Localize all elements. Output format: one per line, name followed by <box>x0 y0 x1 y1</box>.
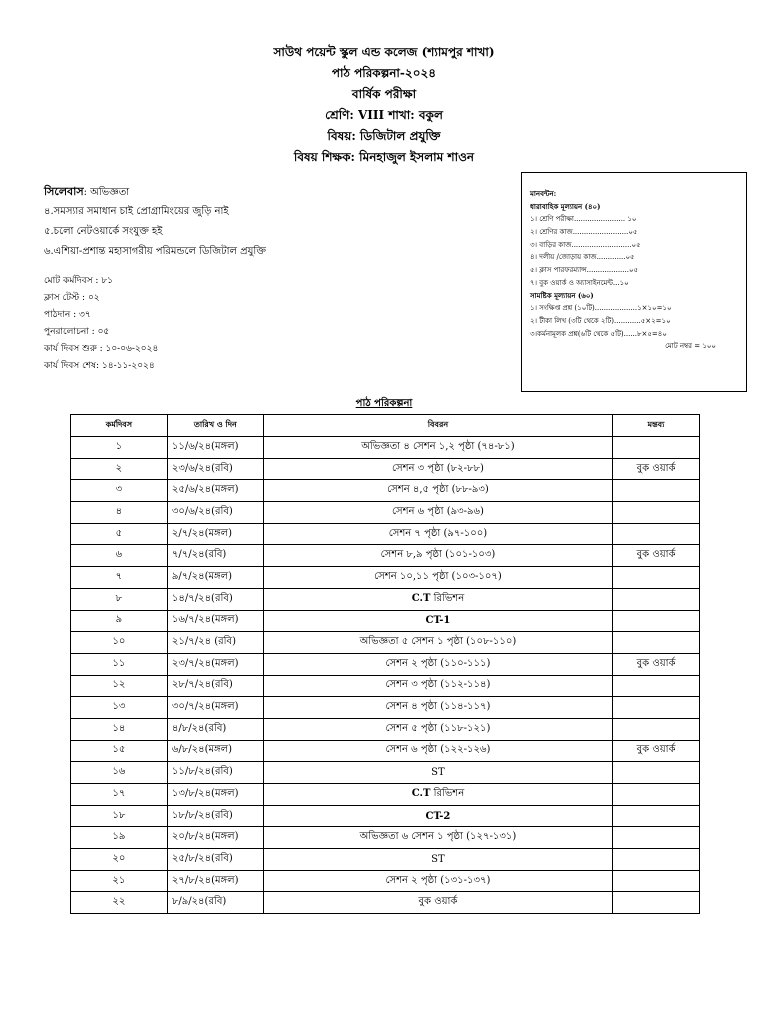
marks-item: ২। শ্রেণির কাজ.........................০৫ <box>530 228 638 237</box>
table-row <box>71 784 700 806</box>
description-cell <box>263 805 612 827</box>
lesson-plan-table <box>70 414 700 914</box>
date-cell: ৬/৮/২৪(মঙ্গল) <box>167 740 263 762</box>
marks-item: ৩।কর্মনামূলক প্রশ্ন(৬টি থেকে ৫টি)......৮×৫=৪০ <box>530 329 667 338</box>
stat-lessons: পাঠদান : ৩৭ <box>44 310 91 320</box>
date-cell: ২১/৭/২৪ (রবি) <box>167 632 263 654</box>
workday-cell: ১৫ <box>71 740 168 762</box>
date-cell: ১৬/৭/২৪(মঙ্গল) <box>167 610 263 632</box>
stat-end-date: কার্য দিবস শেষ: ১৪-১১-২০২৪ <box>44 361 155 371</box>
marks-item: ৭। বুক ওয়ার্ক ও অ্যাসাইনমেন্ট...১০ <box>530 278 629 287</box>
date-cell: ৩০/৭/২৪(মঙ্গল) <box>167 697 263 719</box>
workday-cell: ২২ <box>71 892 168 914</box>
date-cell: ১৩/৮/২৪(মঙ্গল) <box>167 784 263 806</box>
column-header-remarks: মন্তব্য <box>613 415 700 437</box>
date-cell: ২০/৮/২৪(মঙ্গল) <box>167 827 263 849</box>
workday-cell: ২০ <box>71 849 168 871</box>
workday-cell: ১১ <box>71 653 168 675</box>
stat-class-tests: ক্লাস টেস্ট : ০২ <box>44 293 100 303</box>
remarks-cell <box>613 849 700 871</box>
table-row <box>71 480 700 502</box>
workday-cell: ৫ <box>71 523 168 545</box>
table-row <box>71 849 700 871</box>
summative-assessment-heading: সামষ্টিক মূল্যায়ন (৬০) <box>530 290 594 300</box>
marks-item: ৩। বাড়ির কাজ...........................০৫ <box>530 240 641 249</box>
syllabus-item: ৪.সমস্যার সমাধান চাই প্রোগ্রামিংয়ের জুড়ি নাই <box>44 206 229 217</box>
description-cell: সেশন ৭ পৃষ্ঠা (৯৭-১০০) <box>263 523 612 545</box>
table-row <box>71 718 700 740</box>
date-cell: ২৩/৭/২৪(মঙ্গল) <box>167 653 263 675</box>
workday-cell: ১০ <box>71 632 168 654</box>
description-cell: ST <box>263 849 612 871</box>
table-row <box>71 675 700 697</box>
table-row <box>71 458 700 480</box>
marks-total: মোট নম্বর = ১০০ <box>665 342 716 351</box>
description-cell: সেশন ৩ পৃষ্ঠা (৮২-৮৮) <box>263 458 612 480</box>
remarks-cell: বুক ওয়ার্ক <box>613 545 700 567</box>
syllabus-title-suffix: : অভিজ্ঞতা <box>83 187 130 198</box>
workday-cell: ১৩ <box>71 697 168 719</box>
date-cell: ১৪/৭/২৪(রবি) <box>167 588 263 610</box>
remarks-cell: বুক ওয়ার্ক <box>613 740 700 762</box>
remarks-cell <box>613 827 700 849</box>
description-cell: সেশন ৬ পৃষ্ঠা (৯৩-৯৬) <box>263 502 612 524</box>
table-row <box>71 502 700 524</box>
date-cell: ৯/৭/২৪(মঙ্গল) <box>167 567 263 589</box>
plan-year: পাঠ পরিকল্পনা-২০২৪ <box>331 66 437 80</box>
stat-start-date: কার্য দিবস শুরু : ১০-০৬-২০২৪ <box>44 344 159 354</box>
description-cell: সেশন ৮,৯ পৃষ্ঠা (১০১-১০৩) <box>263 545 612 567</box>
continuous-assessment-heading: ধারাবাহিক মূল্যায়ন (৪০) <box>530 201 601 211</box>
table-row <box>71 805 700 827</box>
date-cell: ১১/৬/২৪(মঙ্গল) <box>167 437 263 459</box>
subject-teacher: বিষয় শিক্ষক: মিনহাজুল ইসলাম শাওন <box>293 150 475 164</box>
remarks-cell <box>613 870 700 892</box>
date-cell: ৩০/৬/২৪(রবি) <box>167 502 263 524</box>
date-cell: ৪/৮/২৪(রবি) <box>167 718 263 740</box>
remarks-cell <box>613 588 700 610</box>
stat-total-workdays: মোট কর্মদিবস : ৮১ <box>44 276 114 286</box>
workday-cell: ১৪ <box>71 718 168 740</box>
workday-cell: ১৮ <box>71 805 168 827</box>
lesson-plan-body <box>71 437 700 914</box>
date-cell: ২৫/৬/২৪(মঙ্গল) <box>167 480 263 502</box>
description-cell: সেশন ১০,১১ পৃষ্ঠা (১০৩-১০৭) <box>263 567 612 589</box>
description-cell: অভিজ্ঞতা ৬ সেশন ১ পৃষ্ঠা (১২৭-১৩১) <box>263 827 612 849</box>
table-row <box>71 610 700 632</box>
remarks-cell <box>613 632 700 654</box>
date-cell: ২৭/৮/২৪(মঙ্গল) <box>167 870 263 892</box>
description-cell: সেশন ২ পৃষ্ঠা (১৩১-১৩৭) <box>263 870 612 892</box>
syllabus-section <box>44 182 266 262</box>
syllabus-item: ৬.এশিয়া-প্রশান্ত মহাসাগরীয় পরিমন্ডলে ডিজিটাল প্রযুক্তি <box>44 246 266 257</box>
remarks-cell <box>613 697 700 719</box>
description-cell <box>263 610 612 632</box>
subject-name: বিষয়: ডিজিটাল প্রযুক্তি <box>327 129 441 143</box>
remarks-cell <box>613 784 700 806</box>
column-header-date: তারিখ ও দিন <box>167 415 263 437</box>
workday-cell: ১৭ <box>71 784 168 806</box>
description-cell: সেশন ৬ পৃষ্ঠা (১২২-১২৬) <box>263 740 612 762</box>
table-row <box>71 588 700 610</box>
description-cell: C.T রিভিশন <box>263 784 612 806</box>
table-row <box>71 632 700 654</box>
table-row <box>71 653 700 675</box>
remarks-cell <box>613 480 700 502</box>
date-cell: ২৩/৬/২৪(রবি) <box>167 458 263 480</box>
marks-item: ১। শ্রেণি পরীক্ষা....................... ১০ <box>530 215 637 224</box>
date-cell: ২৮/৭/২৪(রবি) <box>167 675 263 697</box>
description-cell: অভিজ্ঞতা ৫ সেশন ১ পৃষ্ঠা (১০৮-১১০) <box>263 632 612 654</box>
marks-item: ১। সংক্ষিপ্ত প্রশ্ন (১০টি)...................১×১০=১০ <box>530 304 672 313</box>
table-row <box>71 870 700 892</box>
remarks-cell <box>613 610 700 632</box>
workday-cell: ১২ <box>71 675 168 697</box>
date-cell: ২/৭/২৪(মঙ্গল) <box>167 523 263 545</box>
table-row <box>71 827 700 849</box>
marks-item: ৫। ক্লাস পারফরম্যান্স...................০৫ <box>530 266 639 275</box>
workday-cell: ৯ <box>71 610 168 632</box>
table-row <box>71 697 700 719</box>
syllabus-heading <box>44 182 266 202</box>
date-cell: ১১/৮/২৪(রবি) <box>167 762 263 784</box>
document-header <box>0 42 768 168</box>
workday-stats <box>44 273 158 375</box>
workday-cell: ২১ <box>71 870 168 892</box>
marks-distribution-box <box>521 172 747 392</box>
table-row <box>71 437 700 459</box>
description-cell: সেশন ৪,৫ পৃষ্ঠা (৮৮-৯৩) <box>263 480 612 502</box>
marks-title: মানবন্টন: <box>530 189 557 198</box>
date-cell: ৭/৭/২৪(রবি) <box>167 545 263 567</box>
remarks-cell <box>613 675 700 697</box>
date-cell: ২৫/৮/২৪(রবি) <box>167 849 263 871</box>
table-row <box>71 892 700 914</box>
remarks-cell <box>613 892 700 914</box>
remarks-cell <box>613 523 700 545</box>
remarks-cell <box>613 805 700 827</box>
table-row <box>71 523 700 545</box>
syllabus-item: ৫.চলো নেটওয়ার্কে সংযুক্ত হই <box>44 226 163 237</box>
date-cell: ১৮/৮/২৪(রবি) <box>167 805 263 827</box>
workday-cell: ৭ <box>71 567 168 589</box>
description-text: CT-1 <box>425 615 451 627</box>
workday-cell: ১৯ <box>71 827 168 849</box>
description-cell: সেশন ২ পৃষ্ঠা (১১০-১১১) <box>263 653 612 675</box>
description-cell: ST <box>263 762 612 784</box>
description-cell: সেশন ৩ পৃষ্ঠা (১১২-১১৪) <box>263 675 612 697</box>
remarks-cell <box>613 762 700 784</box>
remarks-cell <box>613 567 700 589</box>
exam-name: বার্ষিক পরীক্ষা <box>351 87 417 101</box>
marks-item: ২। টীকা লিখ (৩টি থেকে ২টি)............৫×২=১০ <box>530 316 671 325</box>
workday-cell: ৪ <box>71 502 168 524</box>
marks-item: ৪। দলীয় /জোড়ায় কাজ.............০৫ <box>530 253 635 262</box>
column-header-description: বিবরন <box>263 415 612 437</box>
syllabus-title: সিলেবাস <box>44 185 84 198</box>
workday-cell: ৬ <box>71 545 168 567</box>
remarks-cell <box>613 718 700 740</box>
workday-cell: ২ <box>71 458 168 480</box>
description-cell: C.T রিভিশন <box>263 588 612 610</box>
table-row <box>71 740 700 762</box>
workday-cell: ৩ <box>71 480 168 502</box>
table-row <box>71 762 700 784</box>
description-cell: সেশন ৫ পৃষ্ঠা (১১৮-১২১) <box>263 718 612 740</box>
column-header-workday: কর্মদিবস <box>71 415 168 437</box>
lesson-plan-title: পাঠ পরিকল্পনা <box>355 398 413 409</box>
table-row <box>71 545 700 567</box>
stat-review: পুনরালোচনা : ০৫ <box>44 327 110 337</box>
school-name: সাউথ পয়েন্ট স্কুল এন্ড কলেজ (শ্যামপুর শাখা) <box>273 45 495 59</box>
description-cell: সেশন ৪ পৃষ্ঠা (১১৪-১১৭) <box>263 697 612 719</box>
description-text: CT-2 <box>425 810 451 822</box>
description-cell: বুক ওয়ার্ক <box>263 892 612 914</box>
workday-cell: ১৬ <box>71 762 168 784</box>
description-cell: অভিজ্ঞতা ৪ সেশন ১,২ পৃষ্ঠা (৭৪-৮১) <box>263 437 612 459</box>
remarks-cell <box>613 437 700 459</box>
table-header-row <box>71 415 700 437</box>
date-cell: ৮/৯/২৪(রবি) <box>167 892 263 914</box>
remarks-cell: বুক ওয়ার্ক <box>613 653 700 675</box>
remarks-cell <box>613 502 700 524</box>
table-row <box>71 567 700 589</box>
workday-cell: ৮ <box>71 588 168 610</box>
class-section: শ্রেণি: VIII শাখা: বকুল <box>325 108 443 122</box>
remarks-cell: বুক ওয়ার্ক <box>613 458 700 480</box>
workday-cell: ১ <box>71 437 168 459</box>
